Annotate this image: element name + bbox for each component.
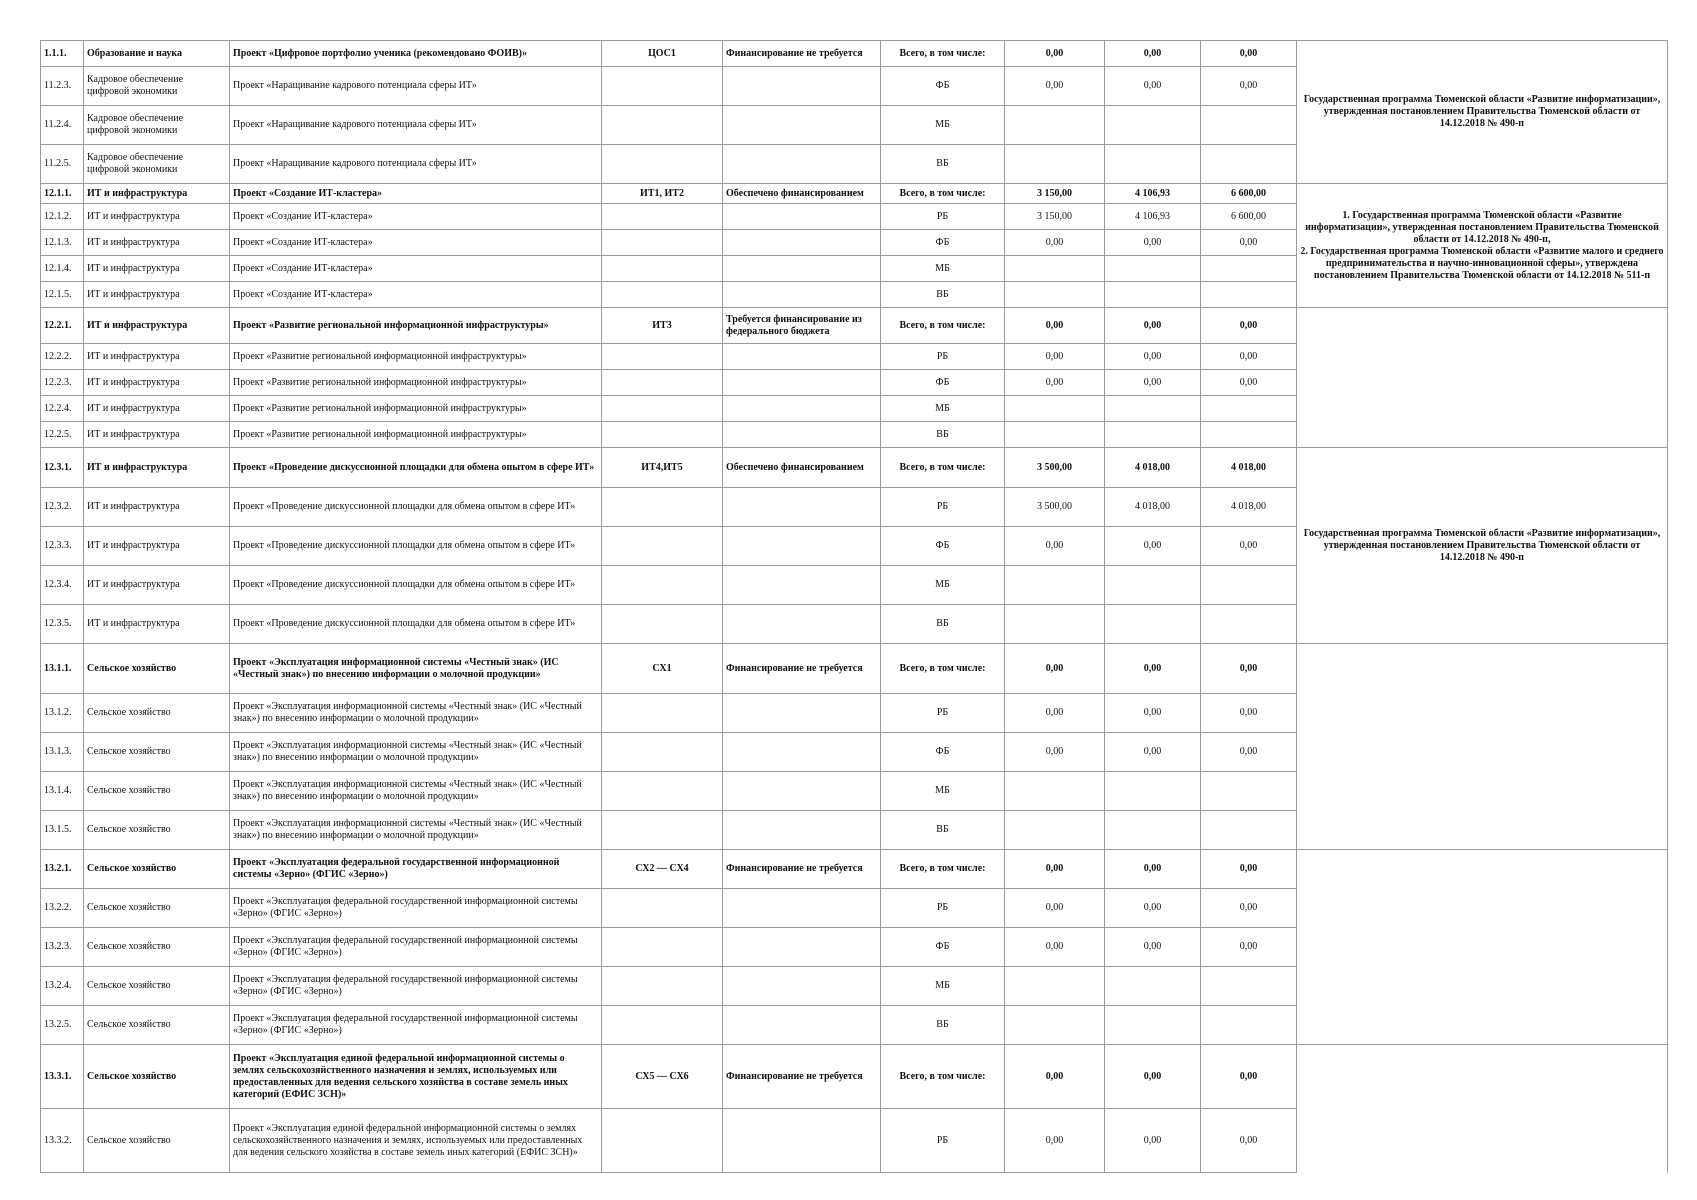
- value-year-1-cell: [1005, 811, 1105, 850]
- sector-cell: ИТ и инфраструктура: [84, 184, 230, 204]
- sector-cell: ИТ и инфраструктура: [84, 256, 230, 282]
- sector-cell: ИТ и инфраструктура: [84, 422, 230, 448]
- code-cell: СХ5 — СХ6: [602, 1045, 723, 1109]
- row-number: 12.1.1.: [41, 184, 84, 204]
- row-number: 13.2.1.: [41, 850, 84, 889]
- row-number: 13.1.2.: [41, 694, 84, 733]
- code-cell: [602, 396, 723, 422]
- funding-source-cell: РБ: [881, 1109, 1005, 1173]
- row-number: 12.2.2.: [41, 344, 84, 370]
- value-year-1-cell: [1005, 282, 1105, 308]
- sector-cell: Сельское хозяйство: [84, 1006, 230, 1045]
- sector-cell: Кадровое обеспечение цифровой экономики: [84, 67, 230, 106]
- funding-source-cell: ВБ: [881, 811, 1005, 850]
- value-year-1-cell: 0,00: [1005, 308, 1105, 344]
- value-year-1-cell: [1005, 772, 1105, 811]
- sector-cell: Сельское хозяйство: [84, 772, 230, 811]
- funding-source-cell: ФБ: [881, 733, 1005, 772]
- row-number: 12.2.5.: [41, 422, 84, 448]
- project-cell: Проект «Развитие региональной информационной инфраструктуры»: [230, 396, 602, 422]
- code-cell: [602, 566, 723, 605]
- funding-source-cell: РБ: [881, 889, 1005, 928]
- row-number: 13.3.1.: [41, 1045, 84, 1109]
- value-year-2-cell: [1105, 605, 1201, 644]
- value-year-3-cell: 6 600,00: [1201, 184, 1297, 204]
- status-cell: Финансирование не требуется: [723, 850, 881, 889]
- project-cell: Проект «Наращивание кадрового потенциала сферы ИТ»: [230, 106, 602, 145]
- status-cell: [723, 811, 881, 850]
- sector-cell: ИТ и инфраструктура: [84, 370, 230, 396]
- code-cell: [602, 422, 723, 448]
- value-year-1-cell: 0,00: [1005, 67, 1105, 106]
- status-cell: [723, 145, 881, 184]
- funding-source-cell: РБ: [881, 344, 1005, 370]
- value-year-1-cell: [1005, 605, 1105, 644]
- value-year-3-cell: 4 018,00: [1201, 448, 1297, 488]
- value-year-3-cell: [1201, 422, 1297, 448]
- value-year-3-cell: [1201, 772, 1297, 811]
- value-year-2-cell: 0,00: [1105, 370, 1201, 396]
- value-year-3-cell: [1201, 145, 1297, 184]
- code-cell: [602, 527, 723, 566]
- code-cell: [602, 282, 723, 308]
- code-cell: [602, 1006, 723, 1045]
- project-cell: Проект «Эксплуатация единой федеральной информационной системы о землях сельскохозяйственного назначения и землях, используемых или предоставленных для ведения сельского хозяйства в составе земель иных категорий (ЕФИС ЗСН)»: [230, 1109, 602, 1173]
- row-number: 12.2.1.: [41, 308, 84, 344]
- sector-cell: Кадровое обеспечение цифровой экономики: [84, 106, 230, 145]
- value-year-1-cell: 3 150,00: [1005, 204, 1105, 230]
- value-year-2-cell: 0,00: [1105, 344, 1201, 370]
- value-year-2-cell: 0,00: [1105, 67, 1201, 106]
- funding-source-cell: МБ: [881, 106, 1005, 145]
- value-year-2-cell: 0,00: [1105, 230, 1201, 256]
- funding-source-cell: МБ: [881, 967, 1005, 1006]
- value-year-1-cell: 3 500,00: [1005, 448, 1105, 488]
- funding-source-cell: ФБ: [881, 67, 1005, 106]
- funding-source-cell: МБ: [881, 566, 1005, 605]
- table-row: [41, 1045, 1668, 1109]
- value-year-2-cell: [1105, 566, 1201, 605]
- value-year-2-cell: 0,00: [1105, 1109, 1201, 1173]
- value-year-1-cell: [1005, 566, 1105, 605]
- funding-source-cell: Всего, в том числе:: [881, 448, 1005, 488]
- row-number: 12.3.4.: [41, 566, 84, 605]
- value-year-3-cell: 0,00: [1201, 889, 1297, 928]
- funding-source-cell: Всего, в том числе:: [881, 644, 1005, 694]
- code-cell: [602, 1109, 723, 1173]
- value-year-3-cell: 0,00: [1201, 67, 1297, 106]
- value-year-1-cell: 0,00: [1005, 928, 1105, 967]
- funding-source-cell: РБ: [881, 488, 1005, 527]
- sector-cell: Сельское хозяйство: [84, 850, 230, 889]
- program-reference-cell: [1297, 850, 1668, 1045]
- project-cell: Проект «Проведение дискуссионной площадки для обмена опытом в сфере ИТ»: [230, 448, 602, 488]
- code-cell: СХ1: [602, 644, 723, 694]
- value-year-2-cell: 0,00: [1105, 1045, 1201, 1109]
- value-year-1-cell: 0,00: [1005, 344, 1105, 370]
- project-cell: Проект «Создание ИТ-кластера»: [230, 204, 602, 230]
- document-sheet: [40, 40, 1668, 1173]
- status-cell: [723, 67, 881, 106]
- status-cell: Требуется финансирование из федерального бюджета: [723, 308, 881, 344]
- value-year-2-cell: 4 106,93: [1105, 204, 1201, 230]
- value-year-3-cell: 0,00: [1201, 370, 1297, 396]
- status-cell: [723, 370, 881, 396]
- value-year-2-cell: 0,00: [1105, 889, 1201, 928]
- code-cell: [602, 204, 723, 230]
- code-cell: [602, 811, 723, 850]
- sector-cell: Сельское хозяйство: [84, 733, 230, 772]
- value-year-3-cell: 6 600,00: [1201, 204, 1297, 230]
- status-cell: [723, 204, 881, 230]
- row-number: 13.3.2.: [41, 1109, 84, 1173]
- code-cell: [602, 694, 723, 733]
- value-year-3-cell: 0,00: [1201, 1109, 1297, 1173]
- code-cell: [602, 370, 723, 396]
- project-cell: Проект «Эксплуатация единой федеральной информационной системы о землях сельскохозяйственного назначения и землях, используемых или предоставленных для ведения сельского хозяйства в составе земель иных категорий (ЕФИС ЗСН)»: [230, 1045, 602, 1109]
- funding-source-cell: МБ: [881, 772, 1005, 811]
- funding-source-cell: Всего, в том числе:: [881, 41, 1005, 67]
- project-cell: Проект «Эксплуатация информационной системы «Честный знак» (ИС «Честный знак») по внесению информации о молочной продукции»: [230, 772, 602, 811]
- project-cell: Проект «Создание ИТ-кластера»: [230, 256, 602, 282]
- row-number: 12.3.1.: [41, 448, 84, 488]
- status-cell: [723, 967, 881, 1006]
- code-cell: [602, 106, 723, 145]
- status-cell: Финансирование не требуется: [723, 41, 881, 67]
- program-reference-cell: [1297, 1045, 1668, 1173]
- sector-cell: ИТ и инфраструктура: [84, 605, 230, 644]
- code-cell: [602, 67, 723, 106]
- status-cell: Финансирование не требуется: [723, 1045, 881, 1109]
- program-reference-cell: Государственная программа Тюменской области «Развитие информатизации», утвержденная постановлением Правительства Тюменской области от 14.12.2018 № 490-п: [1297, 448, 1668, 644]
- table-row: [41, 184, 1668, 204]
- project-cell: Проект «Создание ИТ-кластера»: [230, 184, 602, 204]
- funding-source-cell: РБ: [881, 204, 1005, 230]
- sector-cell: Сельское хозяйство: [84, 928, 230, 967]
- sector-cell: Сельское хозяйство: [84, 967, 230, 1006]
- value-year-3-cell: [1201, 566, 1297, 605]
- funding-source-cell: ФБ: [881, 370, 1005, 396]
- funding-source-cell: РБ: [881, 694, 1005, 733]
- project-cell: Проект «Развитие региональной информационной инфраструктуры»: [230, 308, 602, 344]
- sector-cell: Сельское хозяйство: [84, 644, 230, 694]
- value-year-3-cell: 0,00: [1201, 644, 1297, 694]
- project-cell: Проект «Создание ИТ-кластера»: [230, 282, 602, 308]
- status-cell: [723, 772, 881, 811]
- row-number: 13.2.5.: [41, 1006, 84, 1045]
- value-year-1-cell: [1005, 422, 1105, 448]
- budget-table: [40, 40, 1668, 1173]
- code-cell: [602, 889, 723, 928]
- value-year-2-cell: [1105, 422, 1201, 448]
- project-cell: Проект «Эксплуатация федеральной государственной информационной системы «Зерно» (ФГИС «Зерно»): [230, 850, 602, 889]
- value-year-2-cell: 0,00: [1105, 850, 1201, 889]
- value-year-3-cell: 0,00: [1201, 344, 1297, 370]
- status-cell: [723, 1109, 881, 1173]
- value-year-3-cell: [1201, 605, 1297, 644]
- value-year-2-cell: 0,00: [1105, 308, 1201, 344]
- value-year-1-cell: 0,00: [1005, 41, 1105, 67]
- status-cell: [723, 527, 881, 566]
- sector-cell: ИТ и инфраструктура: [84, 204, 230, 230]
- value-year-2-cell: [1105, 967, 1201, 1006]
- value-year-1-cell: 3 500,00: [1005, 488, 1105, 527]
- value-year-1-cell: 0,00: [1005, 850, 1105, 889]
- value-year-3-cell: 0,00: [1201, 694, 1297, 733]
- project-cell: Проект «Эксплуатация федеральной государственной информационной системы «Зерно» (ФГИС «Зерно»): [230, 928, 602, 967]
- project-cell: Проект «Развитие региональной информационной инфраструктуры»: [230, 422, 602, 448]
- value-year-2-cell: 0,00: [1105, 527, 1201, 566]
- sector-cell: ИТ и инфраструктура: [84, 308, 230, 344]
- code-cell: ЦОС1: [602, 41, 723, 67]
- funding-source-cell: МБ: [881, 256, 1005, 282]
- value-year-3-cell: 0,00: [1201, 1045, 1297, 1109]
- table-row: [41, 644, 1668, 694]
- row-number: 13.1.3.: [41, 733, 84, 772]
- value-year-3-cell: 0,00: [1201, 928, 1297, 967]
- code-cell: ИТ4,ИТ5: [602, 448, 723, 488]
- table-row: [41, 850, 1668, 889]
- funding-source-cell: ФБ: [881, 230, 1005, 256]
- project-cell: Проект «Эксплуатация информационной системы «Честный знак» (ИС «Честный знак») по внесению информации о молочной продукции»: [230, 811, 602, 850]
- value-year-1-cell: 0,00: [1005, 733, 1105, 772]
- funding-source-cell: Всего, в том числе:: [881, 1045, 1005, 1109]
- value-year-2-cell: [1105, 811, 1201, 850]
- table-row: [41, 448, 1668, 488]
- sector-cell: Сельское хозяйство: [84, 811, 230, 850]
- value-year-3-cell: [1201, 106, 1297, 145]
- code-cell: [602, 733, 723, 772]
- code-cell: [602, 488, 723, 527]
- row-number: 11.2.4.: [41, 106, 84, 145]
- funding-source-cell: МБ: [881, 396, 1005, 422]
- value-year-1-cell: 0,00: [1005, 1045, 1105, 1109]
- status-cell: [723, 282, 881, 308]
- row-number: 12.1.4.: [41, 256, 84, 282]
- status-cell: Обеспечено финансированием: [723, 184, 881, 204]
- sector-cell: Сельское хозяйство: [84, 1045, 230, 1109]
- sector-cell: ИТ и инфраструктура: [84, 527, 230, 566]
- code-cell: [602, 230, 723, 256]
- row-number: 12.3.3.: [41, 527, 84, 566]
- value-year-1-cell: [1005, 145, 1105, 184]
- program-reference-cell: Государственная программа Тюменской области «Развитие информатизации», утвержденная постановлением Правительства Тюменской области от 14.12.2018 № 490-п: [1297, 41, 1668, 184]
- row-number: 13.1.4.: [41, 772, 84, 811]
- status-cell: [723, 230, 881, 256]
- value-year-2-cell: [1105, 396, 1201, 422]
- value-year-3-cell: 0,00: [1201, 527, 1297, 566]
- row-number: 13.2.4.: [41, 967, 84, 1006]
- row-number: 12.3.2.: [41, 488, 84, 527]
- status-cell: Финансирование не требуется: [723, 644, 881, 694]
- value-year-2-cell: 0,00: [1105, 928, 1201, 967]
- row-number: 12.2.4.: [41, 396, 84, 422]
- code-cell: СХ2 — СХ4: [602, 850, 723, 889]
- status-cell: Обеспечено финансированием: [723, 448, 881, 488]
- value-year-3-cell: [1201, 1006, 1297, 1045]
- status-cell: [723, 928, 881, 967]
- value-year-2-cell: 0,00: [1105, 694, 1201, 733]
- value-year-2-cell: [1105, 772, 1201, 811]
- value-year-2-cell: 4 018,00: [1105, 488, 1201, 527]
- program-reference-cell: [1297, 308, 1668, 448]
- sector-cell: ИТ и инфраструктура: [84, 344, 230, 370]
- funding-source-cell: ВБ: [881, 422, 1005, 448]
- funding-source-cell: Всего, в том числе:: [881, 308, 1005, 344]
- status-cell: [723, 694, 881, 733]
- value-year-1-cell: [1005, 967, 1105, 1006]
- code-cell: ИТ3: [602, 308, 723, 344]
- value-year-1-cell: 0,00: [1005, 230, 1105, 256]
- status-cell: [723, 733, 881, 772]
- project-cell: Проект «Проведение дискуссионной площадки для обмена опытом в сфере ИТ»: [230, 527, 602, 566]
- row-number: 12.1.2.: [41, 204, 84, 230]
- value-year-1-cell: [1005, 106, 1105, 145]
- row-number: 11.2.5.: [41, 145, 84, 184]
- value-year-2-cell: [1105, 1006, 1201, 1045]
- code-cell: ИТ1, ИТ2: [602, 184, 723, 204]
- status-cell: [723, 256, 881, 282]
- status-cell: [723, 422, 881, 448]
- row-number: 12.1.5.: [41, 282, 84, 308]
- code-cell: [602, 344, 723, 370]
- project-cell: Проект «Наращивание кадрового потенциала сферы ИТ»: [230, 145, 602, 184]
- value-year-2-cell: 0,00: [1105, 644, 1201, 694]
- table-row: [41, 41, 1668, 67]
- row-number: 12.3.5.: [41, 605, 84, 644]
- program-reference-cell: 1. Государственная программа Тюменской области «Развитие информатизации», утвержденная постановлением Правительства Тюменской области от 14.12.2018 № 490-п, 2. Государственная программа Тюменской области «Развитие малого и среднего предпринимательства и научно-инновационной сферы», утверждена постановлением Правительства Тюменской области от 14.12.2018 № 511-п: [1297, 184, 1668, 308]
- value-year-3-cell: [1201, 967, 1297, 1006]
- sector-cell: ИТ и инфраструктура: [84, 396, 230, 422]
- value-year-3-cell: 0,00: [1201, 733, 1297, 772]
- status-cell: [723, 488, 881, 527]
- value-year-1-cell: [1005, 1006, 1105, 1045]
- sector-cell: Образование и наука: [84, 41, 230, 67]
- value-year-3-cell: [1201, 396, 1297, 422]
- status-cell: [723, 106, 881, 145]
- project-cell: Проект «Наращивание кадрового потенциала сферы ИТ»: [230, 67, 602, 106]
- sector-cell: ИТ и инфраструктура: [84, 566, 230, 605]
- funding-source-cell: ВБ: [881, 605, 1005, 644]
- value-year-2-cell: 4 106,93: [1105, 184, 1201, 204]
- project-cell: Проект «Эксплуатация информационной системы «Честный знак» (ИС «Честный знак») по внесению информации о молочной продукции»: [230, 644, 602, 694]
- code-cell: [602, 145, 723, 184]
- value-year-1-cell: 0,00: [1005, 1109, 1105, 1173]
- code-cell: [602, 928, 723, 967]
- status-cell: [723, 396, 881, 422]
- value-year-3-cell: 0,00: [1201, 850, 1297, 889]
- value-year-3-cell: 0,00: [1201, 230, 1297, 256]
- table-row: [41, 308, 1668, 344]
- value-year-1-cell: 0,00: [1005, 527, 1105, 566]
- project-cell: Проект «Эксплуатация информационной системы «Честный знак» (ИС «Честный знак») по внесению информации о молочной продукции»: [230, 733, 602, 772]
- value-year-1-cell: 0,00: [1005, 694, 1105, 733]
- value-year-3-cell: 4 018,00: [1201, 488, 1297, 527]
- funding-source-cell: Всего, в том числе:: [881, 850, 1005, 889]
- project-cell: Проект «Цифровое портфолио ученика (рекомендовано ФОИВ)»: [230, 41, 602, 67]
- project-cell: Проект «Эксплуатация информационной системы «Честный знак» (ИС «Честный знак») по внесению информации о молочной продукции»: [230, 694, 602, 733]
- project-cell: Проект «Проведение дискуссионной площадки для обмена опытом в сфере ИТ»: [230, 566, 602, 605]
- value-year-3-cell: [1201, 256, 1297, 282]
- value-year-2-cell: [1105, 256, 1201, 282]
- value-year-2-cell: 0,00: [1105, 733, 1201, 772]
- funding-source-cell: ВБ: [881, 145, 1005, 184]
- code-cell: [602, 772, 723, 811]
- project-cell: Проект «Развитие региональной информационной инфраструктуры»: [230, 370, 602, 396]
- value-year-1-cell: 0,00: [1005, 644, 1105, 694]
- sector-cell: Сельское хозяйство: [84, 889, 230, 928]
- value-year-1-cell: [1005, 396, 1105, 422]
- row-number: 13.1.5.: [41, 811, 84, 850]
- status-cell: [723, 566, 881, 605]
- value-year-1-cell: 3 150,00: [1005, 184, 1105, 204]
- project-cell: Проект «Развитие региональной информационной инфраструктуры»: [230, 344, 602, 370]
- sector-cell: Сельское хозяйство: [84, 1109, 230, 1173]
- status-cell: [723, 1006, 881, 1045]
- value-year-3-cell: [1201, 282, 1297, 308]
- row-number: 13.2.2.: [41, 889, 84, 928]
- funding-source-cell: ФБ: [881, 527, 1005, 566]
- status-cell: [723, 344, 881, 370]
- value-year-3-cell: [1201, 811, 1297, 850]
- sector-cell: Кадровое обеспечение цифровой экономики: [84, 145, 230, 184]
- sector-cell: Сельское хозяйство: [84, 694, 230, 733]
- value-year-1-cell: 0,00: [1005, 889, 1105, 928]
- funding-source-cell: ФБ: [881, 928, 1005, 967]
- value-year-2-cell: 4 018,00: [1105, 448, 1201, 488]
- project-cell: Проект «Эксплуатация федеральной государственной информационной системы «Зерно» (ФГИС «Зерно»): [230, 889, 602, 928]
- value-year-1-cell: 0,00: [1005, 370, 1105, 396]
- value-year-2-cell: [1105, 145, 1201, 184]
- row-number: 13.1.1.: [41, 644, 84, 694]
- code-cell: [602, 605, 723, 644]
- status-cell: [723, 889, 881, 928]
- project-cell: Проект «Проведение дискуссионной площадки для обмена опытом в сфере ИТ»: [230, 488, 602, 527]
- project-cell: Проект «Создание ИТ-кластера»: [230, 230, 602, 256]
- project-cell: Проект «Эксплуатация федеральной государственной информационной системы «Зерно» (ФГИС «Зерно»): [230, 1006, 602, 1045]
- code-cell: [602, 256, 723, 282]
- project-cell: Проект «Эксплуатация федеральной государственной информационной системы «Зерно» (ФГИС «Зерно»): [230, 967, 602, 1006]
- sector-cell: ИТ и инфраструктура: [84, 230, 230, 256]
- row-number: 13.2.3.: [41, 928, 84, 967]
- row-number: 11.2.3.: [41, 67, 84, 106]
- value-year-3-cell: 0,00: [1201, 41, 1297, 67]
- value-year-2-cell: [1105, 282, 1201, 308]
- funding-source-cell: ВБ: [881, 282, 1005, 308]
- code-cell: [602, 967, 723, 1006]
- sector-cell: ИТ и инфраструктура: [84, 488, 230, 527]
- status-cell: [723, 605, 881, 644]
- value-year-1-cell: [1005, 256, 1105, 282]
- funding-source-cell: ВБ: [881, 1006, 1005, 1045]
- value-year-2-cell: [1105, 106, 1201, 145]
- sector-cell: ИТ и инфраструктура: [84, 282, 230, 308]
- funding-source-cell: Всего, в том числе:: [881, 184, 1005, 204]
- row-number: 1.1.1.: [41, 41, 84, 67]
- value-year-3-cell: 0,00: [1201, 308, 1297, 344]
- program-reference-cell: [1297, 644, 1668, 850]
- row-number: 12.2.3.: [41, 370, 84, 396]
- value-year-2-cell: 0,00: [1105, 41, 1201, 67]
- row-number: 12.1.3.: [41, 230, 84, 256]
- sector-cell: ИТ и инфраструктура: [84, 448, 230, 488]
- project-cell: Проект «Проведение дискуссионной площадки для обмена опытом в сфере ИТ»: [230, 605, 602, 644]
